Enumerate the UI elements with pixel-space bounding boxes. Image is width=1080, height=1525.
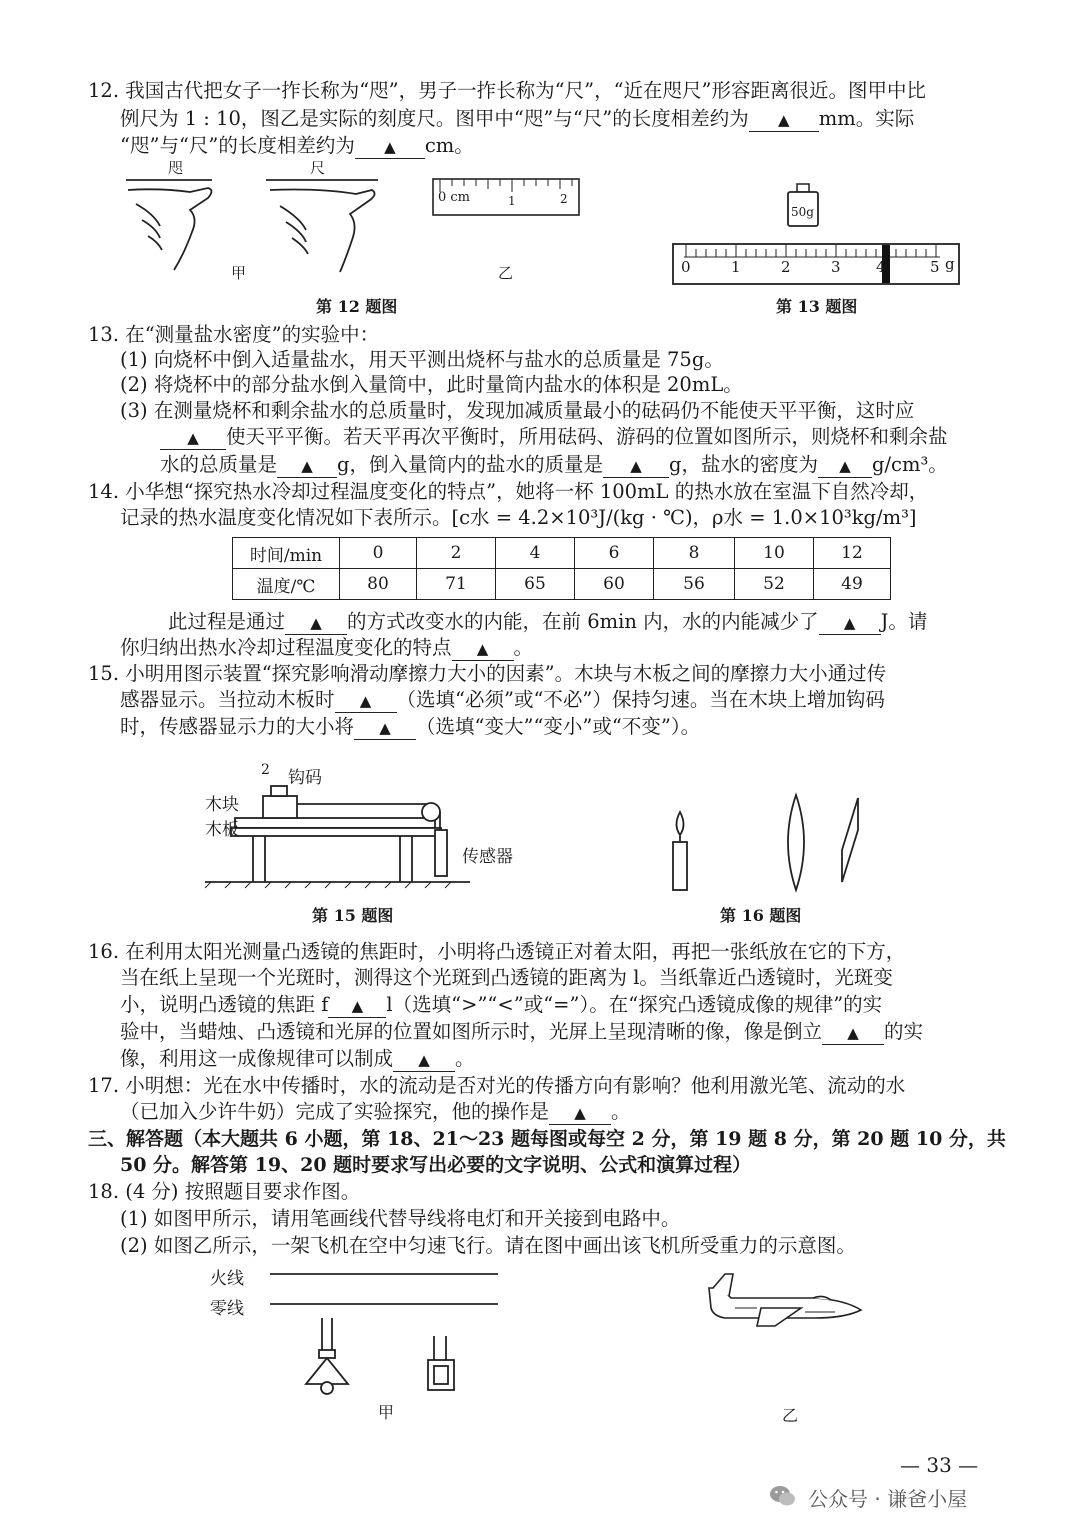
label-sensor: 传感器: [462, 847, 513, 867]
q16-line3: 小，说明凸透镜的焦距 f ▲ l（选填“>”“<”或“=”）。在“探究凸透镜成像的规律”的实: [120, 993, 883, 1016]
table-cell: 10: [735, 538, 814, 569]
answer-blank[interactable]: ▲: [822, 1021, 884, 1045]
table-cell: 65: [496, 569, 575, 600]
q13-line4: (3) 在测量烧杯和剩余盐水的总质量时，发现加减质量最小的砝码仍不能使天平平衡，这时应: [120, 399, 915, 422]
answer-blank[interactable]: ▲: [452, 637, 514, 661]
answer-blank[interactable]: ▲: [393, 1048, 455, 1072]
q14-line1: 14. 小华想“探究热水冷却过程温度变化的特点”，她将一杯 100mL 的热水放在室温下自然冷却，: [88, 480, 929, 503]
friction-apparatus-figure: [205, 760, 480, 890]
q14-line4: 你归纳出热水冷却过程温度变化的特点 ▲ 。: [120, 636, 534, 659]
q17-line2: （已加入少许牛奶）完成了实验探究，他的操作是 ▲ 。: [120, 1100, 631, 1123]
fig15-caption: 第 15 题图: [312, 906, 394, 925]
q18-line1: 18. (4 分) 按照题目要求作图。: [88, 1180, 361, 1203]
scale-label-3: 3: [831, 258, 841, 276]
q13-line2: (1) 向烧杯中倒入适量盐水，用天平测出烧杯与盐水的总质量是 75g。: [120, 348, 724, 371]
circuit-figure: [270, 1268, 510, 1408]
section3-heading-line2: 50 分。解答第 19、20 题时要求写出必要的文字说明、公式和演算过程）: [120, 1154, 752, 1176]
label-jia: 甲: [231, 264, 247, 282]
label-fig-jia: 甲: [378, 1403, 395, 1422]
page-number: — 33 —: [900, 1453, 979, 1477]
q18-line2: (1) 如图甲所示，请用笔画线代替导线将电灯和开关接到电路中。: [120, 1207, 681, 1230]
label-board: 木板: [205, 820, 239, 840]
wechat-icon: [768, 1482, 798, 1510]
answer-blank[interactable]: ▲: [335, 689, 397, 713]
answer-blank[interactable]: ▲: [354, 716, 416, 740]
ruler-label-0: 0 cm: [438, 190, 471, 205]
fig13-caption: 第 13 题图: [776, 297, 858, 316]
weight-label: 50g: [791, 205, 814, 219]
scale-label-5: 5: [930, 258, 940, 276]
label-yi: 乙: [498, 264, 514, 282]
label-live-wire: 火线: [210, 1269, 244, 1289]
scale-label-unit: g: [945, 255, 955, 273]
ruler-label-2: 2: [560, 192, 568, 206]
scale-label-4: 4: [876, 258, 886, 276]
scale-label-2: 2: [781, 258, 791, 276]
table-cell: 52: [735, 569, 814, 600]
q15-line3: 时，传感器显示力的大小将 ▲ （选填“变大”“变小”或“不变”）。: [120, 715, 701, 738]
table-cell: 56: [654, 569, 735, 600]
q17-line1: 17. 小明想：光在水中传播时，水的流动是否对光的传播方向有影响？他利用激光笔、流动的水: [88, 1074, 906, 1097]
q16-line2: 当在纸上呈现一个光斑时，测得这个光斑到凸透镜的距离为 l。当纸靠近凸透镜时，光斑变: [120, 966, 893, 989]
table-cell: 0: [340, 538, 417, 569]
q14-line2: 记录的热水温度变化情况如下表所示。[c水 = 4.2×10³J/(kg · ℃)，ρ水 = 1.0×10³kg/m³]: [120, 506, 917, 529]
fig12-caption: 第 12 题图: [316, 297, 398, 316]
q16-line5: 像，利用这一成像规律可以制成 ▲ 。: [120, 1047, 475, 1070]
answer-blank[interactable]: ▲: [285, 611, 347, 635]
label-neutral-wire: 零线: [210, 1299, 244, 1319]
temperature-table: [232, 537, 891, 600]
table-row: [233, 538, 891, 569]
hand-span-figure: [120, 170, 400, 285]
answer-blank[interactable]: ▲: [603, 454, 669, 478]
answer-blank[interactable]: ▲: [549, 1101, 611, 1125]
q16-line1: 16. 在利用太阳光测量凸透镜的焦距时，小明将凸透镜正对着太阳，再把一张纸放在它的下方，: [88, 940, 906, 963]
label-chi: 尺: [310, 159, 326, 177]
hook-weight-mark: 2: [261, 762, 270, 778]
scale-label-0: 0: [681, 258, 691, 276]
q12-line3: “咫”与“尺”的长度相差约为 ▲ cm。: [120, 134, 474, 157]
table-cell: 12: [814, 538, 891, 569]
label-block: 木块: [205, 795, 239, 815]
q13-line3: (2) 将烧杯中的部分盐水倒入量筒中，此时量筒内盐水的体积是 20mL。: [120, 373, 743, 396]
table-cell: 71: [417, 569, 496, 600]
q18-line3: (2) 如图乙所示，一架飞机在空中匀速飞行。请在图中画出该飞机所受重力的示意图。: [120, 1234, 856, 1257]
q14-line3: 此过程是通过 ▲ 的方式改变水的内能，在前 6min 内，水的内能减少了 ▲ J。请: [168, 610, 928, 633]
table-cell: 4: [496, 538, 575, 569]
table-header-temp: 温度/℃: [233, 569, 340, 600]
answer-blank[interactable]: ▲: [749, 108, 819, 132]
answer-blank[interactable]: ▲: [818, 454, 872, 478]
label-fig-yi: 乙: [782, 1406, 799, 1425]
ruler-label-1: 1: [508, 194, 516, 208]
label-zhi: 咫: [168, 159, 184, 177]
fig16-caption: 第 16 题图: [720, 906, 802, 925]
q12-line2: 例尺为 1 : 10，图乙是实际的刻度尺。图甲中“咫”与“尺”的长度相差约为 ▲ mm。实际: [120, 107, 915, 130]
scale-label-1: 1: [731, 258, 741, 276]
rider-scale-figure: [672, 243, 962, 289]
answer-blank[interactable]: ▲: [160, 426, 226, 450]
q13-line5: ▲ 使天平平衡。若天平再次平衡时，所用砝码、游码的位置如图所示，则烧杯和剩余盐: [160, 422, 948, 452]
q13-line1: 13. 在“测量盐水密度”的实验中：: [88, 323, 380, 346]
q16-line4: 验中，当蜡烛、凸透镜和光屏的位置如图所示时，光屏上呈现清晰的像，像是倒立 ▲ 的实: [120, 1020, 924, 1043]
table-cell: 6: [575, 538, 654, 569]
table-cell: 8: [654, 538, 735, 569]
answer-blank[interactable]: ▲: [819, 611, 881, 635]
table-cell: 80: [340, 569, 417, 600]
table-cell: 49: [814, 569, 891, 600]
watermark-text: 公众号 · 谦爸小屋: [808, 1487, 968, 1511]
airplane-icon: [705, 1268, 865, 1328]
q15-line1: 15. 小明用图示装置“探究影响滑动摩擦力大小的因素”。木块与木板之间的摩擦力大小通过传: [88, 662, 887, 685]
table-row: [233, 569, 891, 600]
table-cell: 60: [575, 569, 654, 600]
q12-line1: 12. 我国古代把女子一拃长称为“咫”，男子一拃长称为“尺”，“近在咫尺”形容距离很近。图甲中比: [88, 79, 927, 102]
table-cell: 2: [417, 538, 496, 569]
answer-blank[interactable]: ▲: [328, 994, 386, 1018]
section3-heading-line1: 三、解答题（本大题共 6 小题，第 18、21～23 题每图或每空 2 分，第 19 题 8 分，第 20 题 10 分，共: [88, 1128, 1006, 1150]
answer-blank[interactable]: ▲: [355, 135, 425, 159]
answer-blank[interactable]: ▲: [277, 454, 337, 478]
label-hook-weight: 钩码: [288, 768, 322, 788]
q15-line2: 感器显示。当拉动木板时 ▲ （选填“必须”或“不必”）保持匀速。当在木块上增加钩码: [120, 688, 885, 711]
q13-line6: 水的总质量是 ▲ g，倒入量筒内的盐水的质量是 ▲ g，盐水的密度为 ▲ g/cm³。: [160, 453, 948, 476]
table-header-time: 时间/min: [233, 538, 340, 569]
lens-setup-figure: [660, 790, 880, 900]
